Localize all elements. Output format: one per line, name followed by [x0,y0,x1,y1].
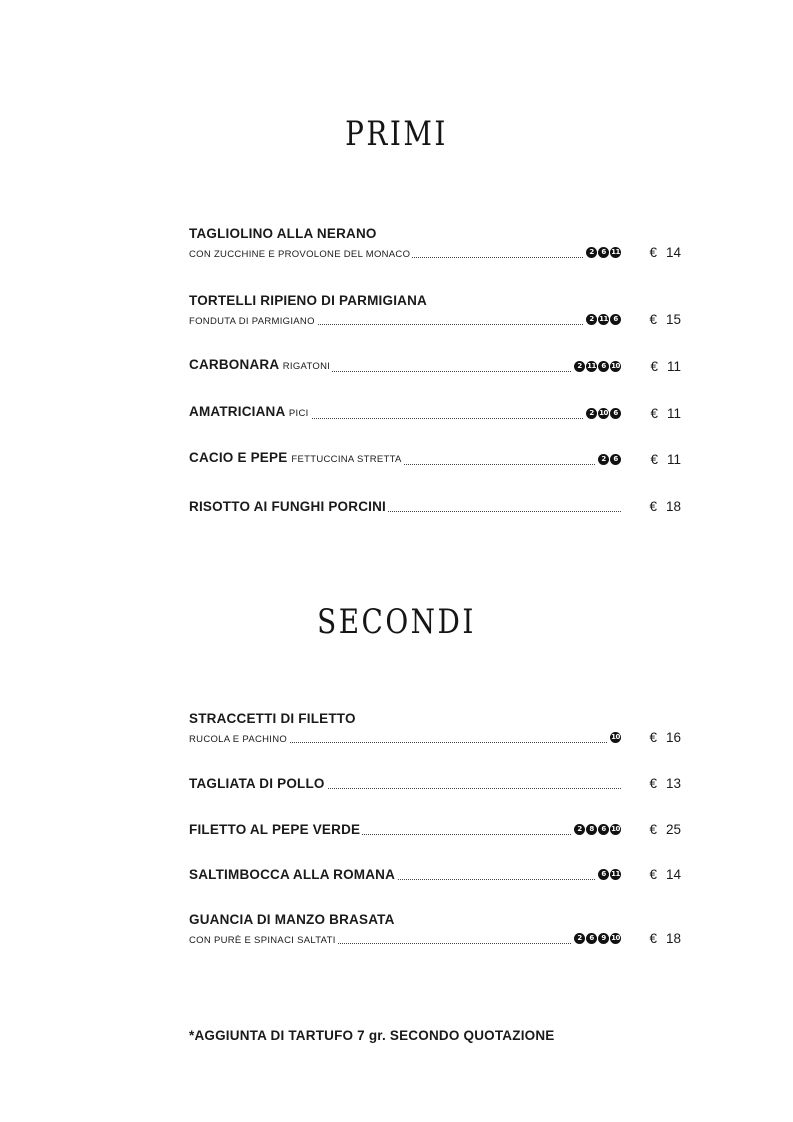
price-value: 11 [666,406,681,421]
menu-item [189,822,681,838]
allergen-icon: 10 [611,934,620,942]
section-title-secondi: SECONDI [317,602,476,642]
item-name [189,226,379,242]
allergen-icons [584,314,621,325]
item-name-line [189,912,681,928]
menu-item [189,452,681,468]
item-description-line [189,312,681,328]
price-value: 16 [665,730,681,745]
item-description-line [189,931,681,947]
item-name [189,357,332,375]
item-description: FONDUTA DI PARMIGIANO [189,316,315,327]
item-price [649,245,681,261]
menu-item [189,711,681,746]
allergen-icon: 6 [586,933,597,944]
item-name-text: STRACCETTI DI FILETTO [189,711,356,726]
item-name-line [189,822,681,838]
allergen-icons [596,869,621,880]
allergen-icon: 11 [611,248,620,256]
currency-symbol: € [649,499,657,514]
item-name-line [189,867,681,883]
item-name-line [189,452,681,468]
price-value: 14 [665,867,681,882]
allergen-icon: 2 [574,933,585,944]
menu-item [189,776,681,792]
item-name [189,499,388,515]
allergen-icon: 2 [598,454,609,465]
item-description: CON PURÈ E SPINACI SALTATI [189,935,336,946]
allergen-icon: 2 [586,247,597,258]
item-name-text: TAGLIATA DI POLLO [189,776,325,791]
price-value: 18 [665,931,681,946]
menu-item [189,499,681,515]
item-description: CON ZUCCHINE E PROVOLONE DEL MONACO [189,249,411,260]
item-name [189,912,397,928]
item-name [189,776,327,792]
item-name-line [189,711,681,727]
price-value: 25 [665,822,681,837]
item-name [189,822,362,838]
allergen-icon: 10 [611,825,620,833]
item-price [649,499,681,515]
item-description: RUCOLA E PACHINO [189,734,288,745]
currency-symbol: € [650,359,658,374]
currency-symbol: € [649,776,657,791]
allergen-icons [584,408,621,419]
item-subtitle: RIGATONI [282,361,331,372]
item-name [189,293,429,309]
currency-symbol: € [649,312,657,327]
allergen-icon: 2 [574,361,585,372]
menu-item [189,867,681,883]
allergen-icon: 6 [598,247,609,258]
price-value: 14 [665,245,681,260]
menu-item [189,406,681,422]
allergen-icons [572,824,621,835]
item-name-line [189,226,681,242]
currency-symbol: € [649,245,657,260]
allergen-icons [596,454,621,465]
item-name-text: FILETTO AL PEPE VERDE [189,822,361,837]
allergen-icon: 6 [610,314,621,325]
item-name [189,711,358,727]
item-name-line [189,776,681,792]
allergen-icon: 8 [586,824,597,835]
allergen-icon: 10 [599,409,608,417]
allergen-icon: 10 [611,362,620,370]
price-value: 11 [666,452,681,467]
menu-item [189,359,681,375]
allergen-icon: 11 [587,362,596,370]
item-name-line [189,406,681,422]
item-description-line [189,730,681,746]
allergen-icon: 6 [598,869,609,880]
allergen-icon: 2 [574,824,585,835]
menu-item [189,293,681,328]
item-price [650,359,681,375]
item-name-text: TAGLIOLINO ALLA NERANO [189,226,377,241]
item-name-line [189,293,681,309]
allergen-icon: 6 [610,408,621,419]
allergen-icons [572,361,621,372]
item-price [649,312,681,328]
allergen-icon: 2 [586,314,597,325]
item-name-line [189,499,681,515]
item-price [649,822,681,838]
allergen-icon: 6 [598,824,609,835]
item-price [649,776,681,792]
price-value: 13 [665,776,681,791]
currency-symbol: € [649,730,657,745]
item-price [650,452,681,468]
allergen-icon: 10 [611,733,620,741]
currency-symbol: € [649,931,657,946]
item-price [650,406,681,422]
currency-symbol: € [649,822,657,837]
item-name-text: TORTELLI RIPIENO DI PARMIGIANA [189,293,428,308]
item-description-line [189,245,681,261]
allergen-icon: 2 [586,408,597,419]
item-subtitle: PICI [288,408,309,419]
item-name-text: SALTIMBOCCA ALLA ROMANA [189,867,396,882]
allergen-icons [584,247,621,258]
allergen-icons [608,732,621,743]
truffle-note: *AGGIUNTA DI TARTUFO 7 gr. SECONDO QUOTAZIONE [189,1028,555,1043]
allergen-icon: 11 [611,870,620,878]
price-value: 18 [665,499,681,514]
item-name-text: CARBONARA [189,357,279,372]
price-value: 11 [666,359,681,374]
item-name-text: GUANCIA DI MANZO BRASATA [189,912,395,927]
currency-symbol: € [650,452,658,467]
item-name-line [189,359,681,375]
currency-symbol: € [649,867,657,882]
section-title-primi: PRIMI [345,114,448,154]
menu-item [189,912,681,947]
item-name [189,404,311,422]
allergen-icon: 11 [599,315,608,323]
allergen-icon: 6 [610,454,621,465]
item-name-text: CACIO E PEPE [189,450,288,465]
item-subtitle: FETTUCCINA STRETTA [291,454,402,465]
allergen-icon: 6 [598,361,609,372]
allergen-icon: 9 [598,933,609,944]
currency-symbol: € [650,406,658,421]
item-price [649,867,681,883]
price-value: 15 [665,312,681,327]
allergen-icons [572,933,621,944]
item-name [189,450,404,468]
item-name-text: RISOTTO AI FUNGHI PORCINI [189,499,387,514]
item-price [649,931,681,947]
menu-item [189,226,681,261]
item-price [649,730,681,746]
item-name [189,867,397,883]
item-name-text: AMATRICIANA [189,404,285,419]
